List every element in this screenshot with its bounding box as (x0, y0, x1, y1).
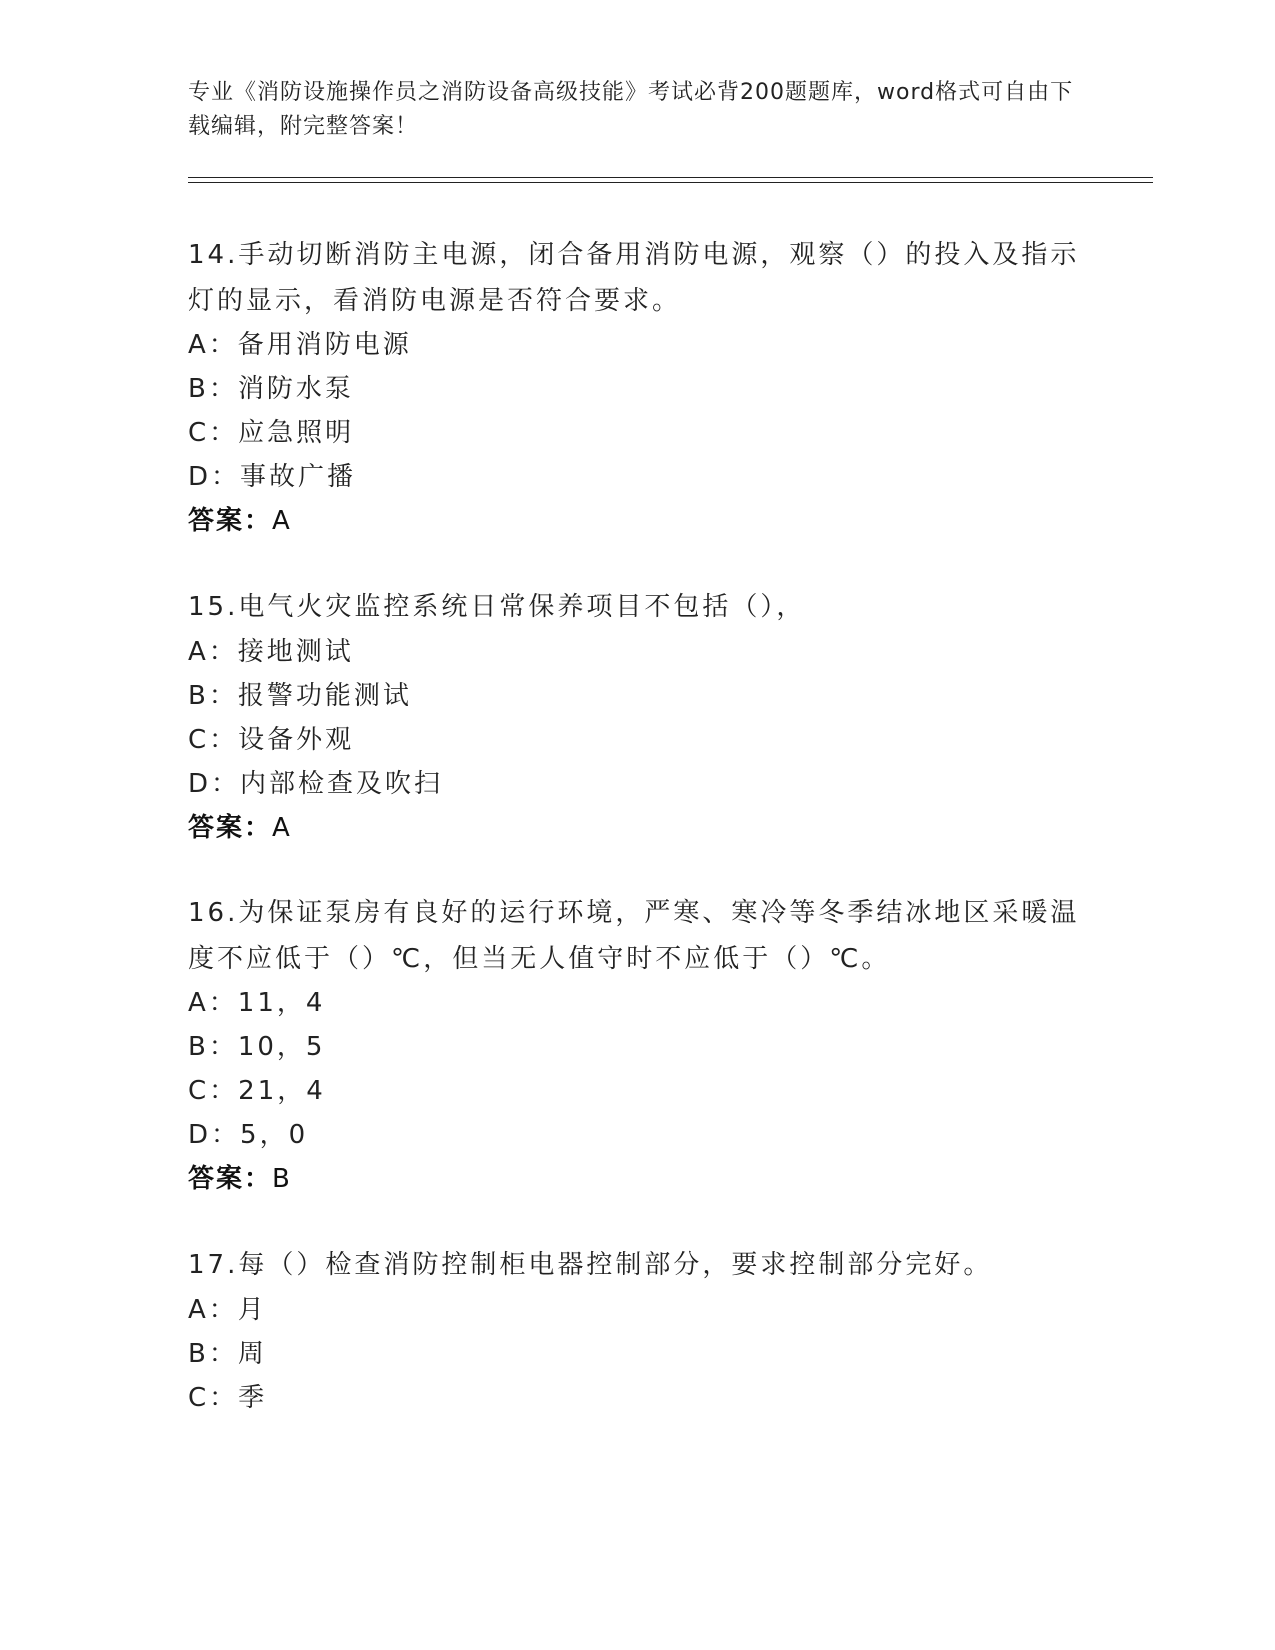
question-17-option-a: A：月 (188, 1295, 267, 1325)
question-17-stem: 17.每（）检查消防控制柜电器控制部分，要求控制部分完好。 (188, 1250, 993, 1280)
question-16-option-d: D：5，0 (188, 1120, 309, 1150)
question-15-answer (188, 805, 292, 851)
question-14-stem: 14.手动切断消防主电源，闭合备用消防电源，观察（）的投入及指示灯的显示，看消防电源是否符合要求。 (188, 240, 1080, 316)
answer-value: A (272, 813, 292, 843)
question-14-option-a: A：备用消防电源 (188, 330, 412, 360)
question-14-answer (188, 498, 292, 544)
answer-label: 答案： (188, 1164, 273, 1194)
answer-value: A (272, 506, 292, 536)
question-15-option-d: D：内部检查及吹扫 (188, 769, 444, 799)
question-15-option-b: B：报警功能测试 (188, 681, 412, 711)
header-divider-top (188, 177, 1153, 178)
question-17-option-c: C：季 (188, 1383, 268, 1413)
answer-label: 答案： (188, 813, 273, 843)
question-16-option-a: A：11，4 (188, 988, 326, 1018)
answer-value: B (272, 1164, 292, 1194)
question-15-stem: 15.电气火灾监控系统日常保养项目不包括（）， (188, 592, 806, 622)
header-divider-bottom (188, 182, 1153, 183)
question-16-stem: 16.为保证泵房有良好的运行环境，严寒、寒冷等冬季结冰地区采暖温度不应低于（）℃，但当无人值守时不应低于（）℃。 (188, 898, 1080, 974)
question-14-option-b: B：消防水泵 (188, 374, 354, 404)
question-15-option-c: C：设备外观 (188, 725, 355, 755)
question-14-option-d: D：事故广播 (188, 462, 357, 492)
question-16-option-c: C：21，4 (188, 1076, 326, 1106)
question-17-option-b: B：周 (188, 1339, 267, 1369)
answer-label: 答案： (188, 506, 273, 536)
question-16-option-b: B：10，5 (188, 1032, 326, 1062)
document-header: 专业《消防设施操作员之消防设备高级技能》考试必背200题题库，word格式可自由下载编辑，附完整答案！ (188, 80, 1074, 139)
question-15-option-a: A：接地测试 (188, 637, 354, 667)
question-16-answer (188, 1156, 292, 1202)
question-14-option-c: C：应急照明 (188, 418, 355, 448)
